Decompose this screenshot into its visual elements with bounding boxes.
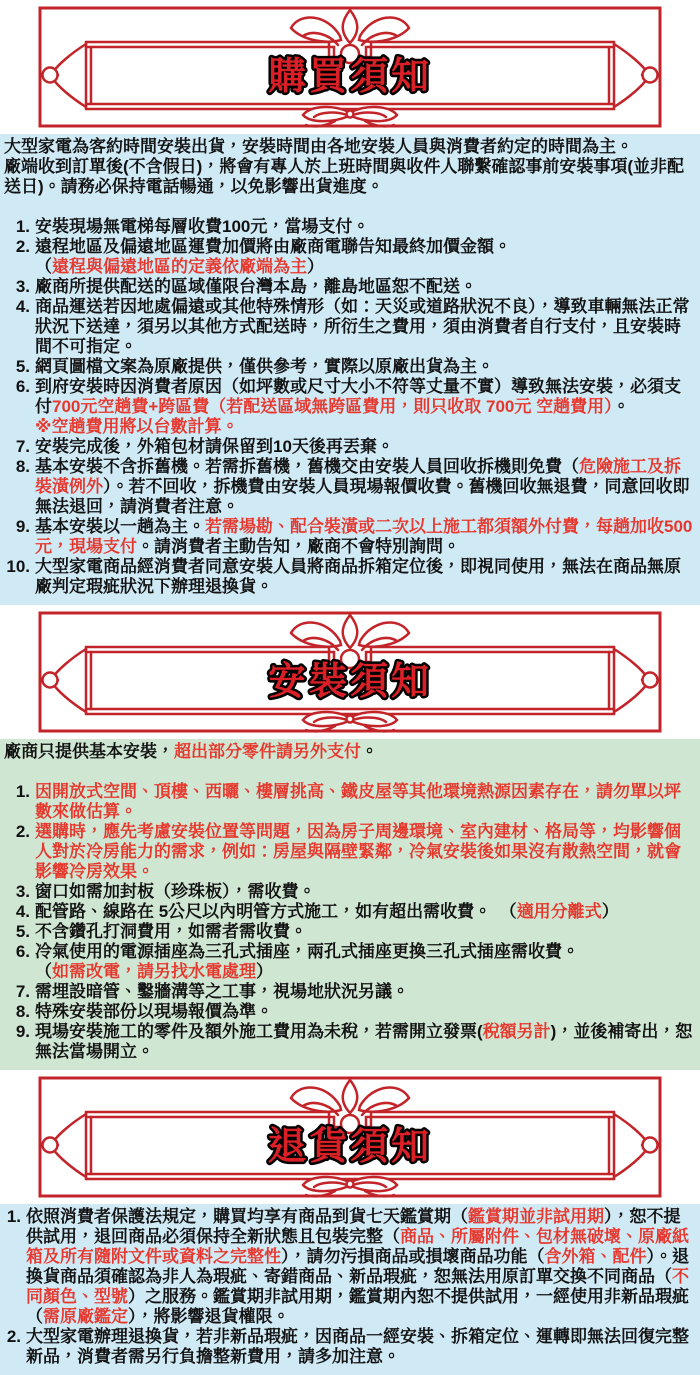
notice-list [4,782,696,1062]
notice-list [4,1207,696,1367]
text-run: ）之服務。鑑賞期非試用期，鑑賞期內恕不提供試用，一經使用非新品瑕疵（ [26,1287,689,1326]
return-banner-title: 退貨須知 [267,1126,433,1168]
text-run: 需原廠鑑定 [43,1307,128,1326]
item-number: 1. [15,782,30,801]
list-item [4,1327,696,1367]
text-run: 不同顏色、型號 [26,1267,689,1306]
text-run: 因開放式空間、頂樓、西曬、樓層挑高、鐵皮屋等其他環境熱源因素存在，請勿單以坪數來做估算。 [35,782,681,821]
item-text [35,377,696,437]
installation-banner [0,609,700,735]
item-number: 6. [15,377,30,396]
item-number: 3. [15,882,30,901]
item-number: 10. [6,557,30,576]
item-text [26,1327,696,1367]
list-item [4,437,696,457]
text-run: 配管路、線路在 5公尺以內明管方式施工，如有超出需收費。 （ [35,902,517,921]
text-run: 。 [361,742,378,761]
text-run: 到府安裝時因消費者原因（如坪數或尺寸大小不符等丈量不實）導致無法安裝，必須支付 [35,377,681,416]
list-item [4,1022,696,1062]
text-run: 含外箱、配件 [544,1247,647,1266]
text-run: 窗口如需加封板（珍珠板），需收費。 [35,882,316,901]
text-run: ）。退換貨商品須確認為非人為瑕疵、寄錯商品、新品瑕疵，恕無法用原訂單交換不同商品（ [26,1247,689,1286]
installation-notice-content [0,739,700,1070]
notice-list [4,217,696,597]
text-run: 大型家電為客約時間安裝出貨，安裝時間由各地安裝人員與消費者約定的時間為主。 [4,137,633,156]
item-number: 2. [15,237,30,256]
text-run: ） [256,962,273,981]
text-run: 若需場勘、配合裝潢或二次以上施工都須額外付費，每趟加收500元，現場支付 [35,517,693,556]
list-item [4,902,696,922]
item-text [35,437,696,457]
banner-frame-ornament [0,1074,700,1200]
item-text [35,237,696,277]
purchase-banner [0,4,700,130]
text-run: 選購時，應先考慮安裝位置等問題，因為房子周邊環境、室內建材、格局等，均影響個人對於冷房能力的需求，例如：房屋與隔壁緊鄰，冷氣安裝後如果沒有散熱空間，就會影響冷房效果。 [35,822,681,881]
installation-banner-title: 安裝須知 [267,661,433,703]
text-run: 適用分離式 [516,902,602,921]
item-number: 5. [15,357,30,376]
text-run: 不含鑽孔打洞費用，如需者需收費。 [35,922,307,941]
text-run: ） [601,902,619,921]
text-run: ），恕不提供試用，退回商品必須保持全新狀態且包裝完整（ [26,1207,681,1246]
item-text [35,882,696,902]
text-run: 危險施工及拆裝潢例外 [35,457,681,496]
item-number: 2. [15,822,30,841]
purchase-banner-title: 購買須知 [267,56,433,98]
text-run: 。 [612,397,630,416]
text-run: 如需改電，請另找水電處理 [52,962,256,981]
text-run: 廠商所提供配送的區域僅限台灣本島，離島地區恕不配送。 [35,277,477,296]
list-item [4,782,696,822]
list-item [4,517,696,557]
item-number: 7. [15,982,30,1001]
list-item [4,922,696,942]
text-run: ） [307,257,324,276]
list-item [4,277,696,297]
item-number: 9. [15,517,30,536]
text-run: 基本安裝不含拆舊機。若需拆舊機，舊機交由安裝人員回收拆機則免費（ [35,457,579,476]
banner-frame-ornament [0,4,700,130]
text-run: 依照消費者保護法規定，購買均享有商品到貨七天鑑賞期（ [26,1207,468,1226]
section-return-notice [0,1074,700,1375]
section-purchase-notice [0,4,700,605]
list-item [4,217,696,237]
list-item [4,457,696,517]
item-number: 7. [15,437,30,456]
list-item [4,297,696,357]
item-text [35,557,696,597]
return-notice-content [0,1204,700,1375]
text-run: 安裝完成後，外箱包材請保留到10天後再丟棄。 [35,437,394,456]
text-run: 廠端收到訂單後(不含假日)，將會有專人於上班時間與收件人聯繫確認事前安裝事項(並非配送日)。請務必保持電話暢通，以免影響出貨進度。 [4,157,684,196]
section-intro [4,137,696,197]
text-run: ），請勿污損商品或損壞商品功能（ [281,1247,545,1266]
text-run: 遠程與偏遠地區的定義依廠端為主 [52,257,307,276]
item-text [35,217,696,237]
text-run: 大型家電辦理退換貨，若非新品瑕疵，因商品一經安裝、拆箱定位、運轉即無法回復完整新品，消費者需另行負擔整新費用，請多加注意。 [26,1327,689,1366]
text-run: ※空趟費用將以台數計算。 [35,417,239,436]
item-text [35,922,696,942]
text-run: 冷氣使用的電源插座為三孔式插座，兩孔式插座更換三孔式插座需收費。 [35,942,579,961]
text-run: 商品運送若因地處偏遠或其他特殊情形（如：天災或道路狀況不良），導致車輛無法正常狀況下送達，須另以其他方式配送時，所衍生之費用，須由消費者自行支付，且安裝時間不可指定。 [35,297,690,356]
list-item [4,1207,696,1327]
item-number: 8. [15,457,30,476]
item-text [35,1022,696,1062]
text-run: 安裝現場無電梯每層收費100元，當場支付。 [35,217,370,236]
item-number: 5. [15,922,30,941]
text-run: 商品、所屬附件、包材無破壞、原廠紙箱及所有隨附文件或資料之完整性 [26,1227,689,1266]
return-banner [0,1074,700,1200]
list-item [4,822,696,882]
text-run: 網頁圖檔文案為原廠提供，僅供參考，實際以原廠出貨為主。 [35,357,494,376]
item-text [35,457,696,517]
item-text [35,357,696,377]
item-number: 6. [15,942,30,961]
list-item [4,1002,696,1022]
text-run: ），將影響退貨權限。 [128,1307,290,1326]
text-run: 現場安裝施工的零件及額外施工費用為未稅，若需開立發票( [35,1022,483,1041]
item-text [35,517,696,557]
item-text [35,297,696,357]
item-text [35,1002,696,1022]
item-number: 3. [15,277,30,296]
section-intro [4,742,696,762]
text-run: 超出部分零件請另外支付 [174,742,361,761]
item-number: 4. [15,902,30,921]
text-run: 廠商只提供基本安裝， [4,742,174,761]
text-run: 鑑賞期並非試用期 [468,1207,604,1226]
item-text [35,982,696,1002]
item-text [35,277,696,297]
text-run: 基本安裝以一趟為主。 [35,517,205,536]
text-run: （ [35,257,52,276]
item-text [35,822,696,882]
list-item [4,237,696,277]
item-text [35,942,696,982]
item-text [26,1207,696,1327]
item-text [35,782,696,822]
text-run: 大型家電商品經消費者同意安裝人員將商品拆箱定位後，即視同使用，無法在商品無原廠判定瑕疵狀況下辦理退換貨。 [35,557,681,596]
item-number: 8. [15,1002,30,1021]
text-run: ）。若不回收，拆機費由安裝人員現場報價收費。舊機回收無退費，同意回收即無法退回，請消費者注意。 [35,477,690,516]
list-item [4,942,696,982]
item-number: 2. [6,1327,21,1346]
list-item [4,377,696,437]
section-installation-notice [0,609,700,1070]
list-item [4,882,696,902]
text-run: 特殊安裝部份以現場報價為準。 [35,1002,273,1021]
item-number: 1. [15,217,30,236]
text-run: 遠程地區及偏遠地區運費加價將由廠商電聯告知最終加價金額。 [35,237,511,256]
banner-frame-ornament [0,609,700,735]
list-item [4,357,696,377]
item-text [35,902,696,922]
spacer [4,762,696,782]
text-run: 700元空趟費+跨區費（若配送區域無跨區費用，則只收取 700元 空趟費用） [52,397,613,416]
spacer [4,197,696,217]
item-number: 9. [15,1022,30,1041]
purchase-notice-content [0,134,700,605]
item-number: 4. [15,297,30,316]
text-run: 。請消費者主動告知，廠商不會特別詢問。 [137,537,460,556]
text-run: 稅額另計 [482,1022,551,1041]
list-item [4,982,696,1002]
text-run: 需埋設暗管、鑿牆溝等之工事，視場地狀況另議。 [35,982,409,1001]
list-item [4,557,696,597]
text-run: )，並後補寄出，恕無法當場開立。 [35,1022,693,1061]
text-run: （ [35,962,52,981]
item-number: 1. [6,1207,21,1226]
